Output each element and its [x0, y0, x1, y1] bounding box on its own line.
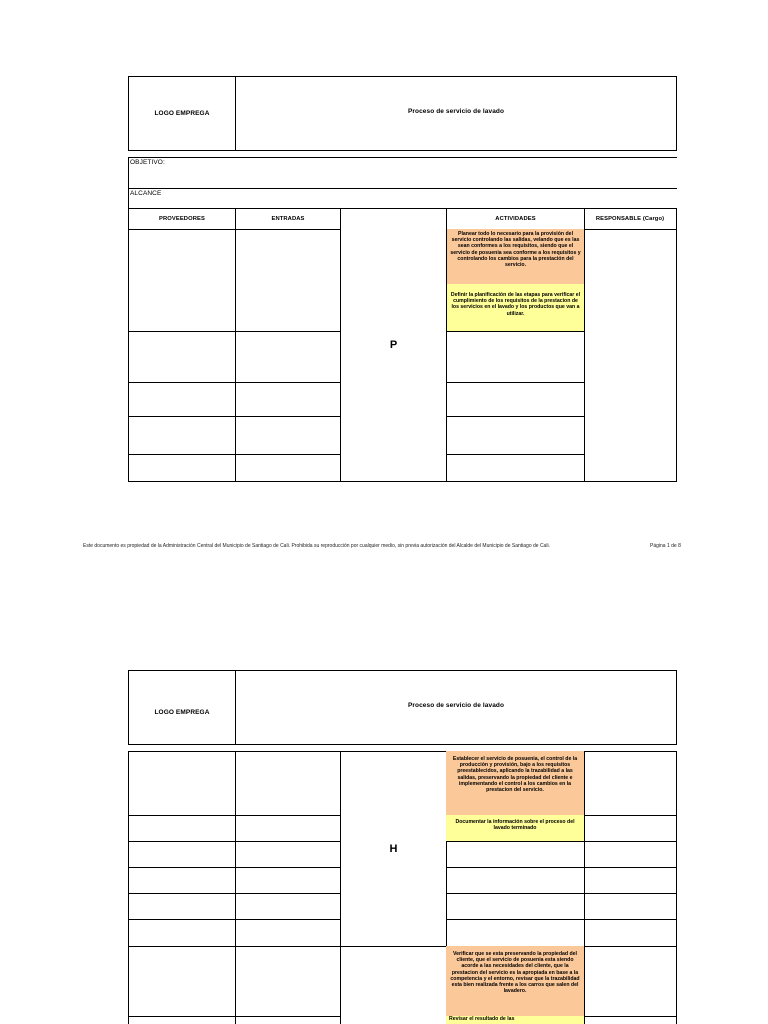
table-row	[235, 867, 341, 894]
header-entradas	[236, 208, 341, 230]
responsable-cell	[584, 841, 677, 868]
activity-cell	[446, 416, 585, 455]
table-row	[235, 382, 341, 417]
responsable-cell	[584, 229, 677, 482]
header-proveedores-label: PROVEEDORES	[159, 216, 205, 222]
header-responsable-label: RESPONSABLE (Cargo)	[595, 216, 665, 222]
table-row	[235, 331, 341, 383]
phase-letter-p: P	[389, 339, 398, 351]
activity-text: Definir la planificación de las etapas para verificar el cumplimiento de los requisitos de la prestacion de los servicios en el lavado y los productos que van a utilizar.	[450, 292, 581, 317]
activity-cell	[446, 946, 585, 1017]
table-row	[128, 815, 236, 842]
activity-text: Planear todo lo necesario para la provisión del servicio controlando las salidas, velando que es las sean conformes a los requisitos, siendo que el servicio de posuenia sea conforme a los requisitos y controlando los cambios para la prestación del servicio.	[450, 231, 581, 269]
activity-cell	[446, 867, 585, 894]
table-row	[235, 416, 341, 455]
objetivo-row	[128, 157, 677, 189]
activity-cell	[446, 919, 585, 947]
table-row	[128, 331, 236, 383]
phase-cell-h	[340, 751, 447, 947]
header-actividades	[446, 208, 585, 230]
table-row	[128, 841, 236, 868]
activity-cell	[446, 454, 585, 482]
footer-notice: Este documento es propiedad de la Administración Central del Municipio de Santiago de Cali. Prohibida su reproducción por cualquier medio, sin previa autorización del Alcalde del Municipio de Santiago de Cali.	[83, 543, 550, 549]
table-row	[128, 382, 236, 417]
table-row	[235, 946, 341, 1017]
table-row	[128, 751, 236, 816]
activity-cell	[446, 331, 585, 383]
alcance-label: ALCANCE	[130, 190, 162, 197]
title-cell	[236, 77, 676, 150]
table-row	[128, 893, 236, 920]
responsable-cell	[584, 751, 677, 816]
table-row	[235, 841, 341, 868]
phase-cell-p	[340, 208, 447, 482]
activity-cell	[446, 815, 585, 842]
activity-cell	[446, 229, 585, 285]
header-responsable	[584, 208, 677, 230]
activity-text: Verificar que se esta preservando la propiedad del cliente, que el servicio de posuenia esta siendo acorde a las necesidades del cliente, que la prestacion del servicio es la apropiada en base a la competencia y el entorno, revisar que la trazabilidad esta bien realizada frente a los carros que salen del lavadero.	[450, 951, 580, 995]
header-proveedores	[128, 208, 236, 230]
activity-text: Establecer el servicio de posuenia, el control de la producción y provisión, bajo a los requisitos preestablecidos, aplicando la trazabilidad a las salidas, preservando la propiedad del cliente e implementando el control a los cambios en la prestacion del servicio.	[452, 756, 578, 794]
document-title: Proceso de servicio de lavado	[407, 702, 505, 709]
activity-cell	[446, 841, 585, 868]
header-entradas-label: ENTRADAS	[271, 216, 305, 222]
table-row	[235, 919, 341, 947]
phase-cell-next	[340, 946, 447, 1024]
logo-text: LOGO EMPREGA	[154, 110, 210, 117]
title-cell-2	[236, 671, 676, 744]
table-row	[128, 1016, 236, 1024]
table-row	[235, 751, 341, 816]
activity-text: Documentar la información sobre el proceso del lavado terminado	[455, 819, 575, 832]
activity-cell	[446, 382, 585, 417]
objetivo-label: OBJETIVO:	[130, 159, 165, 166]
document-title: Proceso de servicio de lavado	[407, 108, 505, 115]
table-row	[128, 229, 236, 332]
activity-cell-cut	[446, 1016, 585, 1024]
table-row	[235, 454, 341, 482]
activity-cell	[446, 893, 585, 920]
table-row	[128, 946, 236, 1017]
table-row	[128, 454, 236, 482]
table-row	[235, 893, 341, 920]
responsable-cell	[584, 946, 677, 1017]
logo-text: LOGO EMPREGA	[154, 709, 210, 716]
table-row	[128, 919, 236, 947]
logo-cell	[129, 77, 236, 150]
activity-text: Revisar el resultado de las	[449, 1016, 515, 1022]
responsable-cell	[584, 893, 677, 920]
table-row	[235, 229, 341, 332]
logo-cell-2	[129, 671, 236, 744]
activity-cell	[446, 284, 585, 332]
responsable-cell	[584, 919, 677, 947]
alcance-row	[128, 188, 677, 208]
responsable-cell	[584, 815, 677, 842]
phase-letter-h: H	[389, 842, 398, 855]
header-actividades-label: ACTIVIDADES	[495, 216, 536, 222]
activity-cell	[446, 751, 585, 816]
page-number: Página 1 de 8	[650, 543, 681, 549]
table-row	[235, 815, 341, 842]
table-row	[128, 416, 236, 455]
responsable-cell	[584, 867, 677, 894]
table-row	[128, 867, 236, 894]
